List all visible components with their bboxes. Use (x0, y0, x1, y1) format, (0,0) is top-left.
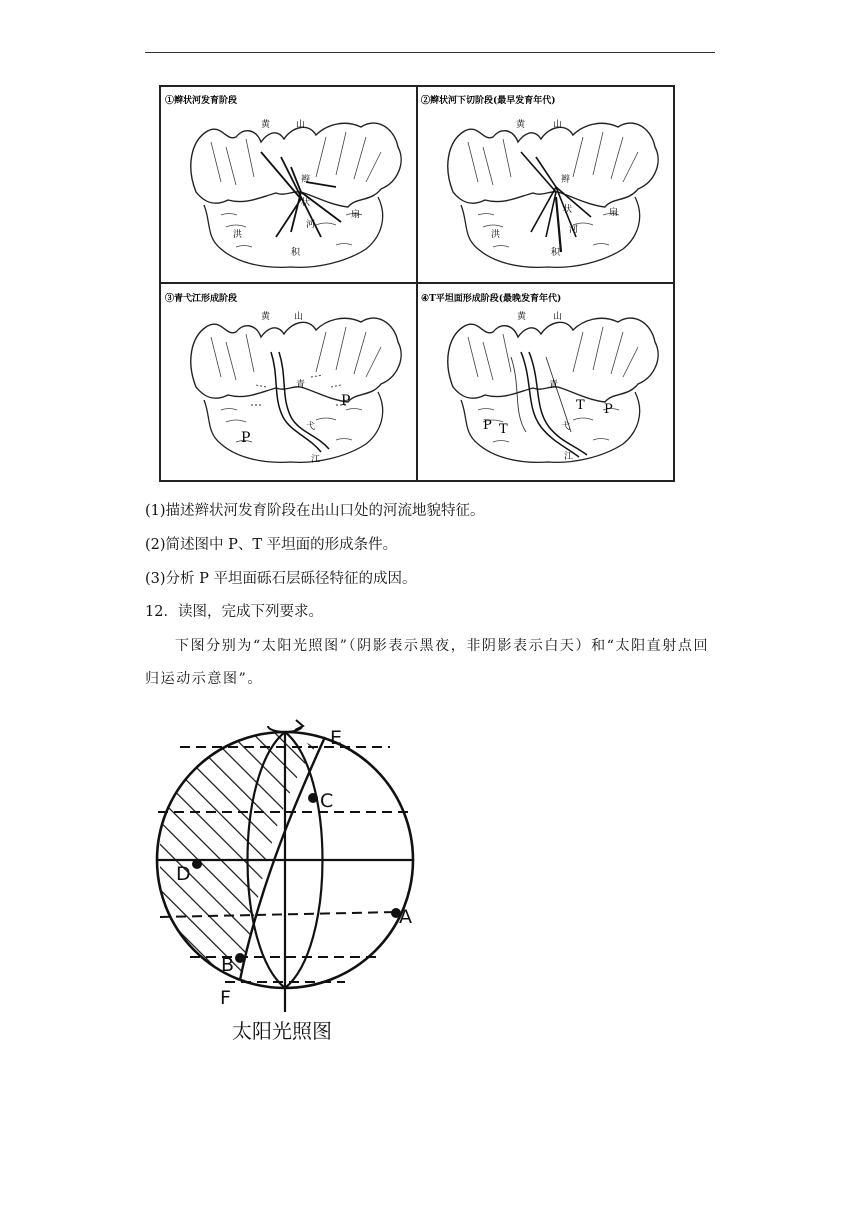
point-c (308, 793, 318, 803)
question-12-intro: 下图分别为“太阳光照图”（阴影表示黑夜，非阴影表示白天）和“太阳直射点回归运动示意图”。 (145, 638, 710, 687)
label-t-b-4: T (576, 398, 585, 413)
night-region (160, 732, 315, 992)
header-rule (145, 52, 715, 53)
label-shan-2: 山 (553, 120, 563, 130)
label-shan-3: 山 (294, 312, 304, 322)
label-jiang-4: 江 (564, 452, 574, 462)
globe-caption: 太阳光照图 (232, 1019, 332, 1043)
label-yi-4: 弋 (561, 422, 571, 432)
question-3: (3)分析 P 平坦面砾石层砾径特征的成因。 (145, 571, 417, 587)
label-jiang-3: 江 (311, 455, 321, 465)
label-zhuang-2: 状 (563, 205, 573, 215)
label-shan2-2: 扇 (609, 208, 619, 218)
label-b: B (221, 954, 235, 976)
river-stage-figure (159, 85, 675, 482)
label-p-b-4: P (604, 402, 613, 417)
label-huang-2: 黄 (516, 120, 526, 130)
label-huang-3: 黄 (261, 312, 271, 322)
panel-title-3: ③青弋江形成阶段 (165, 294, 238, 304)
label-bian-1: 辫 (301, 175, 311, 185)
panel-title-1: ①辫状河发育阶段 (165, 96, 238, 106)
label-a: A (399, 906, 412, 928)
label-c: C (320, 790, 334, 812)
label-he-1: 河 (306, 220, 316, 230)
label-hong-2: 洪 (491, 230, 501, 240)
label-f: F (220, 987, 231, 1009)
label-p-a-3: P (341, 393, 351, 409)
point-d (192, 859, 202, 869)
panel-braided-stage (165, 94, 401, 267)
label-huang-1: 黄 (261, 120, 271, 130)
panel-qingyi-stage (165, 292, 401, 465)
panel-incision-stage (421, 94, 658, 267)
panel-title-2: ②辫状河下切阶段(最早发育年代) (421, 96, 556, 106)
label-shan-1: 山 (296, 120, 306, 130)
label-he-2: 河 (569, 225, 579, 235)
label-zhuang-1: 状 (301, 198, 311, 208)
label-ji-2: 积 (551, 248, 561, 258)
panel-t-surface-stage (421, 292, 658, 462)
question-12: 12．读图，完成下列要求。 (145, 604, 323, 620)
label-ji-1: 积 (291, 248, 301, 258)
label-e: E (330, 727, 343, 749)
label-shan2-1: 扇 (351, 210, 361, 220)
point-b (235, 953, 245, 963)
panel-title-4: ④T平坦面形成阶段(最晚发育年代) (421, 294, 562, 304)
label-qing-4: 青 (549, 380, 559, 390)
label-p-b-3: P (241, 430, 251, 446)
label-t-a-4: T (499, 422, 508, 437)
sunlight-globe-diagram (140, 712, 430, 1052)
label-p-a-4: P (483, 418, 492, 433)
label-shan-4: 山 (553, 312, 563, 322)
label-yi-3: 弋 (306, 422, 316, 432)
question-2: (2)简述图中 P、T 平坦面的形成条件。 (145, 537, 398, 553)
label-qing-3: 青 (296, 380, 306, 390)
label-d: D (176, 863, 191, 885)
label-bian-2: 辫 (561, 175, 571, 185)
label-hong-1: 洪 (233, 230, 243, 240)
label-huang-4: 黄 (517, 312, 527, 322)
question-1: (1)描述辫状河发育阶段在出山口处的河流地貌特征。 (145, 503, 485, 519)
river-stage-maps (161, 87, 673, 480)
